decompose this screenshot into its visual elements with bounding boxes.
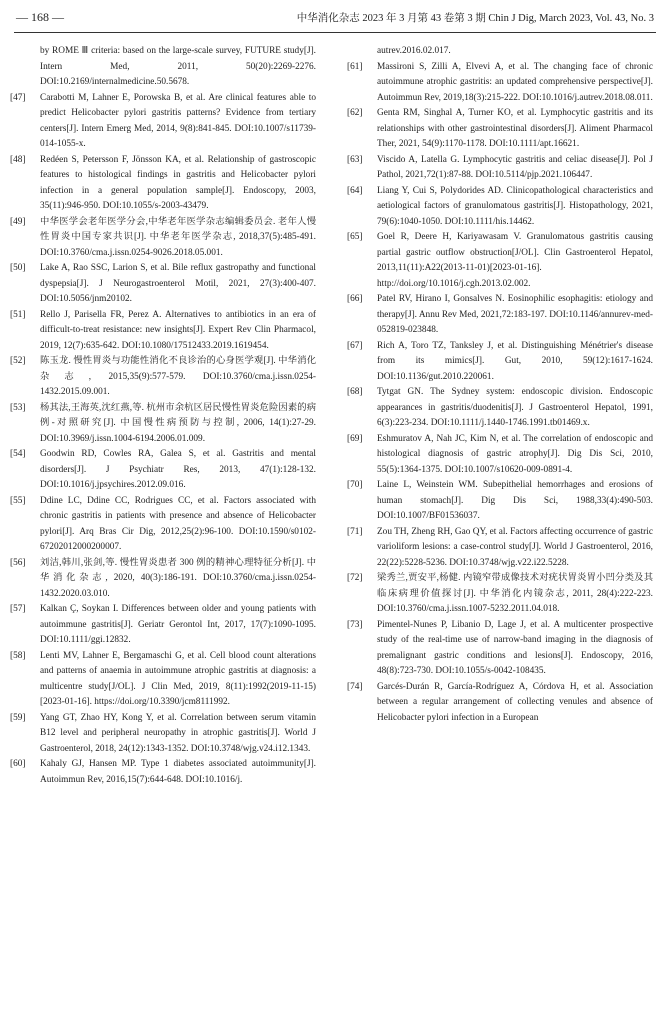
- reference-number: [58]: [10, 650, 26, 661]
- reference-number: [66]: [347, 294, 363, 304]
- reference-text: Genta RM, Singhal A, Turner KO, et al. Lymphocytic gastritis and its relationships with other gastrointestinal disorders[J]. Aliment Pharmacol Ther, 2021, 54(9):1170-1178. DOI:10.1111/apt.16621.: [377, 108, 653, 149]
- reference-entry: [347, 525, 653, 572]
- reference-text: Goel R, Deere H, Kariyawasam V. Granulomatous gastritis causing partial gastric outflow obstruction[J/OL]. Clin Gastroenterol Hepatol, 2013,11(11):A22(2013-11-01)[2023-01-16]. http://doi.org/10.1016/j.cgh.2013.02.002.: [377, 232, 653, 289]
- reference-number: [71]: [347, 526, 363, 537]
- reference-text: Eshmuratov A, Nah JC, Kim N, et al. The correlation of endoscopic and histological diagnosis of gastric atrophy[J]. Dig Dis Sci, 2010, 55(5):1364-1375. DOI:10.1007/s10620-009-0891-4.: [377, 433, 653, 475]
- reference-number: [63]: [347, 154, 363, 165]
- reference-text: Rello J, Parisella FR, Perez A. Alternatives to antibiotics in an era of difficult-to-treat resistance: new insights[J]. Expert Rev Clin Pharmacol, 2019, 12(7):635-642. DOI:10.1080/17512433.2019.1619454.: [40, 309, 316, 351]
- reference-text: Rich A, Toro TZ, Tanksley J, et al. Distinguishing Ménétrier's disease from its mimics[J]. Gut, 2010, 59(12):1617-1624. DOI:10.1136/gut.2010.220061.: [377, 340, 653, 382]
- reference-number: [47]: [10, 92, 26, 103]
- reference-entry: [10, 494, 316, 556]
- reference-entry: [10, 215, 316, 262]
- reference-entry: [10, 261, 316, 308]
- reference-entry: [347, 230, 653, 292]
- reference-number: [59]: [10, 712, 26, 723]
- reference-number: [61]: [347, 61, 363, 72]
- reference-entry: [347, 385, 653, 432]
- reference-entry: [347, 339, 653, 386]
- reference-continuation: [347, 44, 653, 60]
- reference-text: Kahaly GJ, Hansen MP. Type 1 diabetes associated autoimmunity[J]. Autoimmun Rev, 2016,15(7):644-648. DOI:10.1016/j.: [40, 759, 316, 785]
- reference-text: 刘洁,韩川,张剑,等. 慢性胃炎患者 300 例的精神心理特征分析[J]. 中华消化杂志, 2020, 40(3):186-191. DOI:10.3760/cma.j.issn.0254-1432.2020.03.010.: [40, 557, 316, 599]
- reference-text: Lake A, Rao SSC, Larion S, et al. Bile reflux gastropathy and functional dyspepsia[J]. J Neurogastroenterol Motil, 2021, 27(3):400-407. DOI:10.5056/jnm20102.: [40, 263, 316, 304]
- reference-number: [56]: [10, 557, 26, 568]
- reference-text: 陈玉龙. 慢性胃炎与功能性消化不良诊治的心身医学观[J]. 中华消化杂志, 2015,35(9):577-579. DOI:10.3760/cma.j.issn.0254-1432.2015.09.001.: [40, 356, 316, 397]
- reference-entry: [347, 680, 653, 727]
- reference-text: Liang Y, Cui S, Polydorides AD. Clinicopathological characteristics and aetiological factors of granulomatous gastritis[J]. Histopathology, 2021, 79(6):1040-1050. DOI:10.1111/his.14462.: [377, 185, 653, 227]
- reference-entry: [347, 106, 653, 153]
- reference-text: Patel RV, Hirano I, Gonsalves N. Eosinophilic esophagitis: etiology and therapy[J]. Annu Rev Med, 2021,72:183-197. DOI:10.1146/annurev-med-052819-023848.: [377, 294, 653, 335]
- reference-text: Massironi S, Zilli A, Elvevi A, et al. The changing face of chronic autoimmune atrophic gastritis: an updated comprehensive perspective[J]. Autoimmun Rev, 2019,18(3):215-222. DOI:10.1016/j.autrev.2018.08.011.: [377, 61, 653, 103]
- reference-number: [62]: [347, 108, 363, 118]
- reference-text: Laine L, Weinstein WM. Subepithelial hemorrhages and erosions of human stomach[J]. Dig Dis Sci, 1988,33(4):490-503. DOI:10.1007/BF01536037.: [377, 480, 653, 521]
- reference-entry: [10, 757, 316, 788]
- reference-number: [65]: [347, 232, 363, 242]
- reference-number: [68]: [347, 387, 363, 397]
- reference-number: [55]: [10, 495, 26, 506]
- reference-text: by ROME Ⅲ criteria: based on the large-scale survey, FUTURE study[J]. Intern Med, 2011, 50(20):2269-2276. DOI:10.2169/internalmedicine.50.5678.: [40, 46, 316, 87]
- page-number: — 168 —: [16, 10, 64, 24]
- reference-number: [70]: [347, 480, 363, 490]
- reference-number: [60]: [10, 759, 26, 769]
- left-column: [10, 44, 316, 788]
- journal-running-head: 中华消化杂志 2023 年 3 月第 43 卷第 3 期 Chin J Dig, March 2023, Vol. 43, No. 3: [296, 13, 654, 24]
- reference-number: [57]: [10, 604, 26, 614]
- reference-list-left: [10, 91, 316, 789]
- reference-entry: [10, 711, 316, 758]
- reference-text: Lenti MV, Lahner E, Bergamaschi G, et al. Cell blood count alterations and patterns of anaemia in autoimmune atrophic gastritis at diagnosis: a multicentre study[J/OL]. J Clin Med, 2019, 8(11):1992(2019-11-15)[2023-01-16]. https://doi.org/10.3390/jcm8111992.: [40, 650, 316, 707]
- reference-text: Yang GT, Zhao HY, Kong Y, et al. Correlation between serum vitamin B12 level and peripheral neuropathy in atrophic gastritis[J]. World J Gastroenterol, 2018, 24(12):1343-1352. DOI:10.3748/wjg.v24.i12.1343.: [40, 712, 316, 754]
- reference-entry: [347, 432, 653, 479]
- reference-number: [52]: [10, 356, 26, 366]
- reference-entry: [347, 478, 653, 525]
- reference-entry: [10, 308, 316, 355]
- reference-list-right: [347, 60, 653, 727]
- reference-number: [67]: [347, 340, 363, 351]
- reference-number: [50]: [10, 263, 26, 273]
- reference-text: Viscido A, Latella G. Lymphocytic gastritis and celiac disease[J]. Pol J Pathol, 2021,72(1):87-88. DOI:10.5114/pjp.2021.106447.: [377, 154, 653, 180]
- reference-text: Tytgat GN. The Sydney system: endoscopic division. Endoscopic appearances in gastritis/duodenitis[J]. J Gastroenterol Hepatol, 1991, 6(3):223-234. DOI:10.1111/j.1440-1746.1991.tb01469.x.: [377, 387, 653, 428]
- reference-text: Pimentel-Nunes P, Libanio D, Lage J, et al. A multicenter prospective study of the real-time use of narrow-band imaging in the diagnosis of premalignant gastric conditions and lesions[J]. Endoscopy, 2016, 48(8):723-730. DOI:10.1055/s-0042-108435.: [377, 619, 653, 676]
- reference-entry: [10, 447, 316, 494]
- reference-number: [51]: [10, 309, 26, 320]
- reference-text: autrev.2016.02.017.: [377, 46, 451, 56]
- reference-text: Goodwin RD, Cowles RA, Galea S, et al. Gastritis and mental disorders[J]. J Psychiatr Res, 2013, 47(1):128-132. DOI:10.1016/j.jpsychires.2012.09.016.: [40, 449, 316, 490]
- reference-entry: [347, 184, 653, 231]
- reference-entry: [10, 602, 316, 649]
- reference-number: [48]: [10, 154, 26, 165]
- reference-number: [54]: [10, 449, 26, 459]
- reference-entry: [347, 618, 653, 680]
- reference-entry: [10, 153, 316, 215]
- reference-entry: [10, 556, 316, 603]
- reference-entry: [347, 571, 653, 618]
- reference-entry: [10, 649, 316, 711]
- reference-entry: [347, 60, 653, 107]
- reference-entry: [347, 292, 653, 339]
- reference-entry: [10, 354, 316, 401]
- reference-entry: [10, 91, 316, 153]
- reference-number: [53]: [10, 402, 26, 413]
- page-header: [0, 0, 668, 30]
- reference-text: 中华医学会老年医学分会,中华老年医学杂志编辑委员会. 老年人慢性胃炎中国专家共识[J]. 中华老年医学杂志, 2018,37(5):485-491. DOI:10.3760/cma.j.issn.0254-9026.2018.05.001.: [40, 216, 316, 258]
- reference-text: Redéen S, Petersson F, Jönsson KA, et al. Relationship of gastroscopic features to histological findings in gastritis and Helicobacter pylori infection in a general population sample[J]. Endoscopy, 2003, 35(11):946-950. DOI:10.1055/s-2003-43479.: [40, 154, 316, 211]
- right-column: [347, 44, 653, 726]
- header-rule: [14, 32, 656, 33]
- reference-number: [49]: [10, 216, 26, 227]
- reference-number: [72]: [347, 573, 363, 583]
- reference-number: [74]: [347, 681, 363, 692]
- reference-entry: [10, 401, 316, 448]
- reference-text: 梁秀兰,贾安平,杨健. 内镜窄带成像技术对疣状胃炎胃小凹分类及其临床病理价值探讨[J]. 中华消化内镜杂志, 2011, 28(4):222-223. DOI:10.3760/cma.j.issn.1007-5232.2011.04.018.: [377, 573, 653, 614]
- reference-text: Kalkan Ç, Soykan I. Differences between older and young patients with autoimmune gastritis[J]. Geriatr Gerontol Int, 2017, 17(7):1090-1095. DOI:10.1111/ggi.12832.: [40, 604, 316, 645]
- reference-continuation: [10, 44, 316, 91]
- reference-text: Garcés-Durán R, García-Rodríguez A, Córdova H, et al. Association between a regular arrangement of collecting venules and absence of Helicobacter pylori infection in a European: [377, 681, 653, 723]
- reference-entry: [347, 153, 653, 184]
- reference-text: Carabotti M, Lahner E, Porowska B, et al. Are clinical features able to predict Helicobacter pylori gastritis patterns? Evidence from tertiary centers[J]. Intern Emerg Med, 2014, 9(8):841-845. DOI:10.1007/s11739-014-1055-x.: [40, 92, 316, 149]
- reference-number: [64]: [347, 185, 363, 196]
- reference-number: [73]: [347, 619, 363, 630]
- reference-text: Zou TH, Zheng RH, Gao QY, et al. Factors affecting occurrence of gastric varioliform lesions: a case-control study[J]. World J Gastroenterol, 2016, 22(22):5228-5236. DOI:10.3748/wjg.v22.i22.5228.: [377, 526, 653, 568]
- reference-text: Ddine LC, Ddine CC, Rodrigues CC, et al. Factors associated with chronic gastritis in patients with presence and absence of Helicobacter pylori[J]. Arq Bras Cir Dig, 2012,25(2):96-100. DOI:10.1590/s0102-67202012000200007.: [40, 495, 316, 552]
- reference-text: 杨其法,王海英,沈红燕,等. 杭州市余杭区居民慢性胃炎危险因素的病例-对照研究[J]. 中国慢性病预防与控制, 2006, 14(1):27-29. DOI:10.3969/j.issn.1004-6194.2006.01.009.: [40, 402, 316, 444]
- reference-number: [69]: [347, 433, 363, 444]
